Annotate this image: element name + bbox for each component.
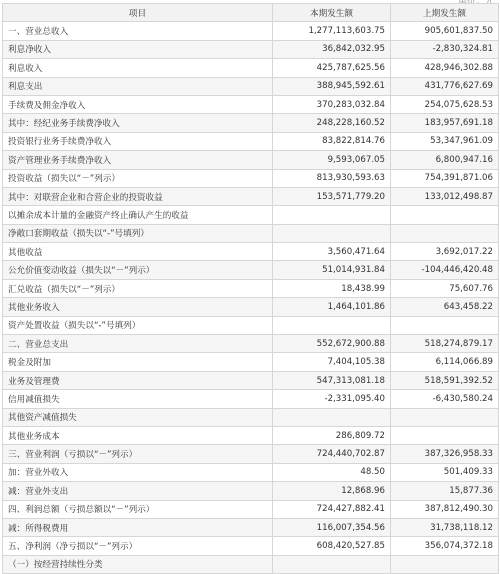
table-row bbox=[3, 298, 499, 316]
row-previous-value bbox=[391, 206, 499, 224]
row-current-value: 813,930,593.63 bbox=[273, 169, 391, 187]
table-row bbox=[3, 40, 499, 58]
row-current-value: 12,868.96 bbox=[273, 482, 391, 500]
table-row bbox=[3, 426, 499, 444]
table-row bbox=[3, 279, 499, 297]
table-row bbox=[3, 537, 499, 555]
table-row bbox=[3, 22, 499, 40]
row-label: 其他收益 bbox=[3, 243, 273, 261]
row-label: 利息净收入 bbox=[3, 40, 273, 58]
row-previous-value: 431,776,627.69 bbox=[391, 77, 499, 95]
row-current-value: 1,464,101.86 bbox=[273, 298, 391, 316]
table-row bbox=[3, 95, 499, 113]
row-current-value: 370,283,032.84 bbox=[273, 95, 391, 113]
row-current-value: 608,420,527.85 bbox=[273, 537, 391, 555]
row-label: 其他资产减值损失 bbox=[3, 408, 273, 426]
row-current-value: 153,571,779.20 bbox=[273, 187, 391, 205]
row-label: 其中：经纪业务手续费净收入 bbox=[3, 114, 273, 132]
row-previous-value: 518,591,392.52 bbox=[391, 371, 499, 389]
row-current-value: 83,822,814.76 bbox=[273, 132, 391, 150]
table-header-row bbox=[3, 4, 499, 22]
row-previous-value bbox=[391, 426, 499, 444]
row-current-value: 1,277,113,603.75 bbox=[273, 22, 391, 40]
table-row bbox=[3, 243, 499, 261]
row-label: 五、净利润（净亏损以“－”列示） bbox=[3, 537, 273, 555]
row-previous-value: 518,274,879.17 bbox=[391, 335, 499, 353]
row-label: 减：所得税费用 bbox=[3, 518, 273, 536]
row-label: 利息支出 bbox=[3, 77, 273, 95]
row-previous-value: -6,430,580.24 bbox=[391, 390, 499, 408]
header-current-period: 本期发生额 bbox=[273, 4, 391, 22]
row-label: 资产处置收益（损失以“-”号填列） bbox=[3, 316, 273, 334]
row-previous-value: 3,692,017.22 bbox=[391, 243, 499, 261]
row-current-value: 48.50 bbox=[273, 463, 391, 481]
row-label: 二、营业总支出 bbox=[3, 335, 273, 353]
table-row bbox=[3, 261, 499, 279]
row-label: 利息收入 bbox=[3, 59, 273, 77]
table-row bbox=[3, 187, 499, 205]
row-current-value: 724,427,882.41 bbox=[273, 500, 391, 518]
row-previous-value: 6,800,947.16 bbox=[391, 151, 499, 169]
row-current-value: 3,560,471.64 bbox=[273, 243, 391, 261]
table-row bbox=[3, 77, 499, 95]
row-previous-value: 15,877.36 bbox=[391, 482, 499, 500]
row-previous-value: 31,738,118.12 bbox=[391, 518, 499, 536]
row-current-value: 547,313,081.18 bbox=[273, 371, 391, 389]
table-row bbox=[3, 335, 499, 353]
row-previous-value: 254,075,628.53 bbox=[391, 95, 499, 113]
row-previous-value bbox=[391, 224, 499, 242]
row-previous-value: 356,074,372.18 bbox=[391, 537, 499, 555]
row-label: 其中：对联营企业和合营企业的投资收益 bbox=[3, 187, 273, 205]
table-row bbox=[3, 482, 499, 500]
row-previous-value bbox=[391, 316, 499, 334]
table-row bbox=[3, 59, 499, 77]
row-label: 手续费及佣金净收入 bbox=[3, 95, 273, 113]
row-current-value bbox=[273, 316, 391, 334]
row-label: 减：营业外支出 bbox=[3, 482, 273, 500]
row-previous-value: -2,830,324.81 bbox=[391, 40, 499, 58]
row-previous-value: 905,601,837.50 bbox=[391, 22, 499, 40]
row-current-value: 425,787,625.56 bbox=[273, 59, 391, 77]
row-previous-value: 387,326,958.33 bbox=[391, 445, 499, 463]
table-row bbox=[3, 206, 499, 224]
row-label: （一）按经营持续性分类 bbox=[3, 555, 273, 573]
row-previous-value: -104,446,420.48 bbox=[391, 261, 499, 279]
row-label: 汇兑收益（损失以“－”列示） bbox=[3, 279, 273, 297]
table-row bbox=[3, 151, 499, 169]
row-label: 三、营业利润（亏损以“－”列示） bbox=[3, 445, 273, 463]
row-current-value bbox=[273, 206, 391, 224]
table-row bbox=[3, 132, 499, 150]
row-label: 一、营业总收入 bbox=[3, 22, 273, 40]
row-current-value: -2,331,095.40 bbox=[273, 390, 391, 408]
table-row bbox=[3, 390, 499, 408]
row-current-value: 388,945,592.61 bbox=[273, 77, 391, 95]
row-label: 四、利润总额（亏损总额以“－”列示） bbox=[3, 500, 273, 518]
table-row bbox=[3, 408, 499, 426]
row-previous-value: 183,957,691.18 bbox=[391, 114, 499, 132]
row-label: 投资收益（损失以“－”列示） bbox=[3, 169, 273, 187]
table-row bbox=[3, 114, 499, 132]
row-label: 其他业务成本 bbox=[3, 426, 273, 444]
row-current-value: 724,440,702.87 bbox=[273, 445, 391, 463]
row-current-value: 18,438.99 bbox=[273, 279, 391, 297]
income-statement-table bbox=[2, 3, 499, 574]
row-current-value: 51,014,931.84 bbox=[273, 261, 391, 279]
table-row bbox=[3, 353, 499, 371]
row-previous-value: 387,812,490.30 bbox=[391, 500, 499, 518]
row-previous-value: 428,946,302.88 bbox=[391, 59, 499, 77]
row-current-value: 248,228,160.52 bbox=[273, 114, 391, 132]
row-previous-value: 754,391,871.06 bbox=[391, 169, 499, 187]
row-current-value: 286,809.72 bbox=[273, 426, 391, 444]
row-label: 资产管理业务手续费净收入 bbox=[3, 151, 273, 169]
row-current-value: 552,672,900.88 bbox=[273, 335, 391, 353]
row-previous-value: 133,012,498.87 bbox=[391, 187, 499, 205]
row-label: 加：营业外收入 bbox=[3, 463, 273, 481]
table-row bbox=[3, 169, 499, 187]
table-row bbox=[3, 371, 499, 389]
row-current-value: 7,404,105.38 bbox=[273, 353, 391, 371]
row-previous-value: 643,458.22 bbox=[391, 298, 499, 316]
header-previous-period: 上期发生额 bbox=[391, 4, 499, 22]
header-item: 项目 bbox=[3, 4, 273, 22]
table-row bbox=[3, 500, 499, 518]
row-label: 净敞口套期收益（损失以“-”号填列） bbox=[3, 224, 273, 242]
table-row bbox=[3, 316, 499, 334]
row-current-value: 116,007,354.56 bbox=[273, 518, 391, 536]
table-row bbox=[3, 518, 499, 536]
row-current-value bbox=[273, 408, 391, 426]
table-row bbox=[3, 445, 499, 463]
row-label: 信用减值损失 bbox=[3, 390, 273, 408]
row-label: 以摊余成本计量的金融资产终止确认产生的收益 bbox=[3, 206, 273, 224]
row-current-value: 9,593,067.05 bbox=[273, 151, 391, 169]
row-previous-value: 501,409.33 bbox=[391, 463, 499, 481]
table-row bbox=[3, 463, 499, 481]
row-label: 公允价值变动收益（损失以“－”列示） bbox=[3, 261, 273, 279]
row-previous-value: 6,114,066.89 bbox=[391, 353, 499, 371]
row-previous-value: 53,347,961.09 bbox=[391, 132, 499, 150]
row-label: 投资银行业务手续费净收入 bbox=[3, 132, 273, 150]
row-previous-value: 75,607.76 bbox=[391, 279, 499, 297]
row-current-value bbox=[273, 224, 391, 242]
row-previous-value bbox=[391, 408, 499, 426]
row-label: 税金及附加 bbox=[3, 353, 273, 371]
row-label: 其他业务收入 bbox=[3, 298, 273, 316]
row-label: 业务及管理费 bbox=[3, 371, 273, 389]
row-current-value: 36,842,032.95 bbox=[273, 40, 391, 58]
table-row bbox=[3, 224, 499, 242]
